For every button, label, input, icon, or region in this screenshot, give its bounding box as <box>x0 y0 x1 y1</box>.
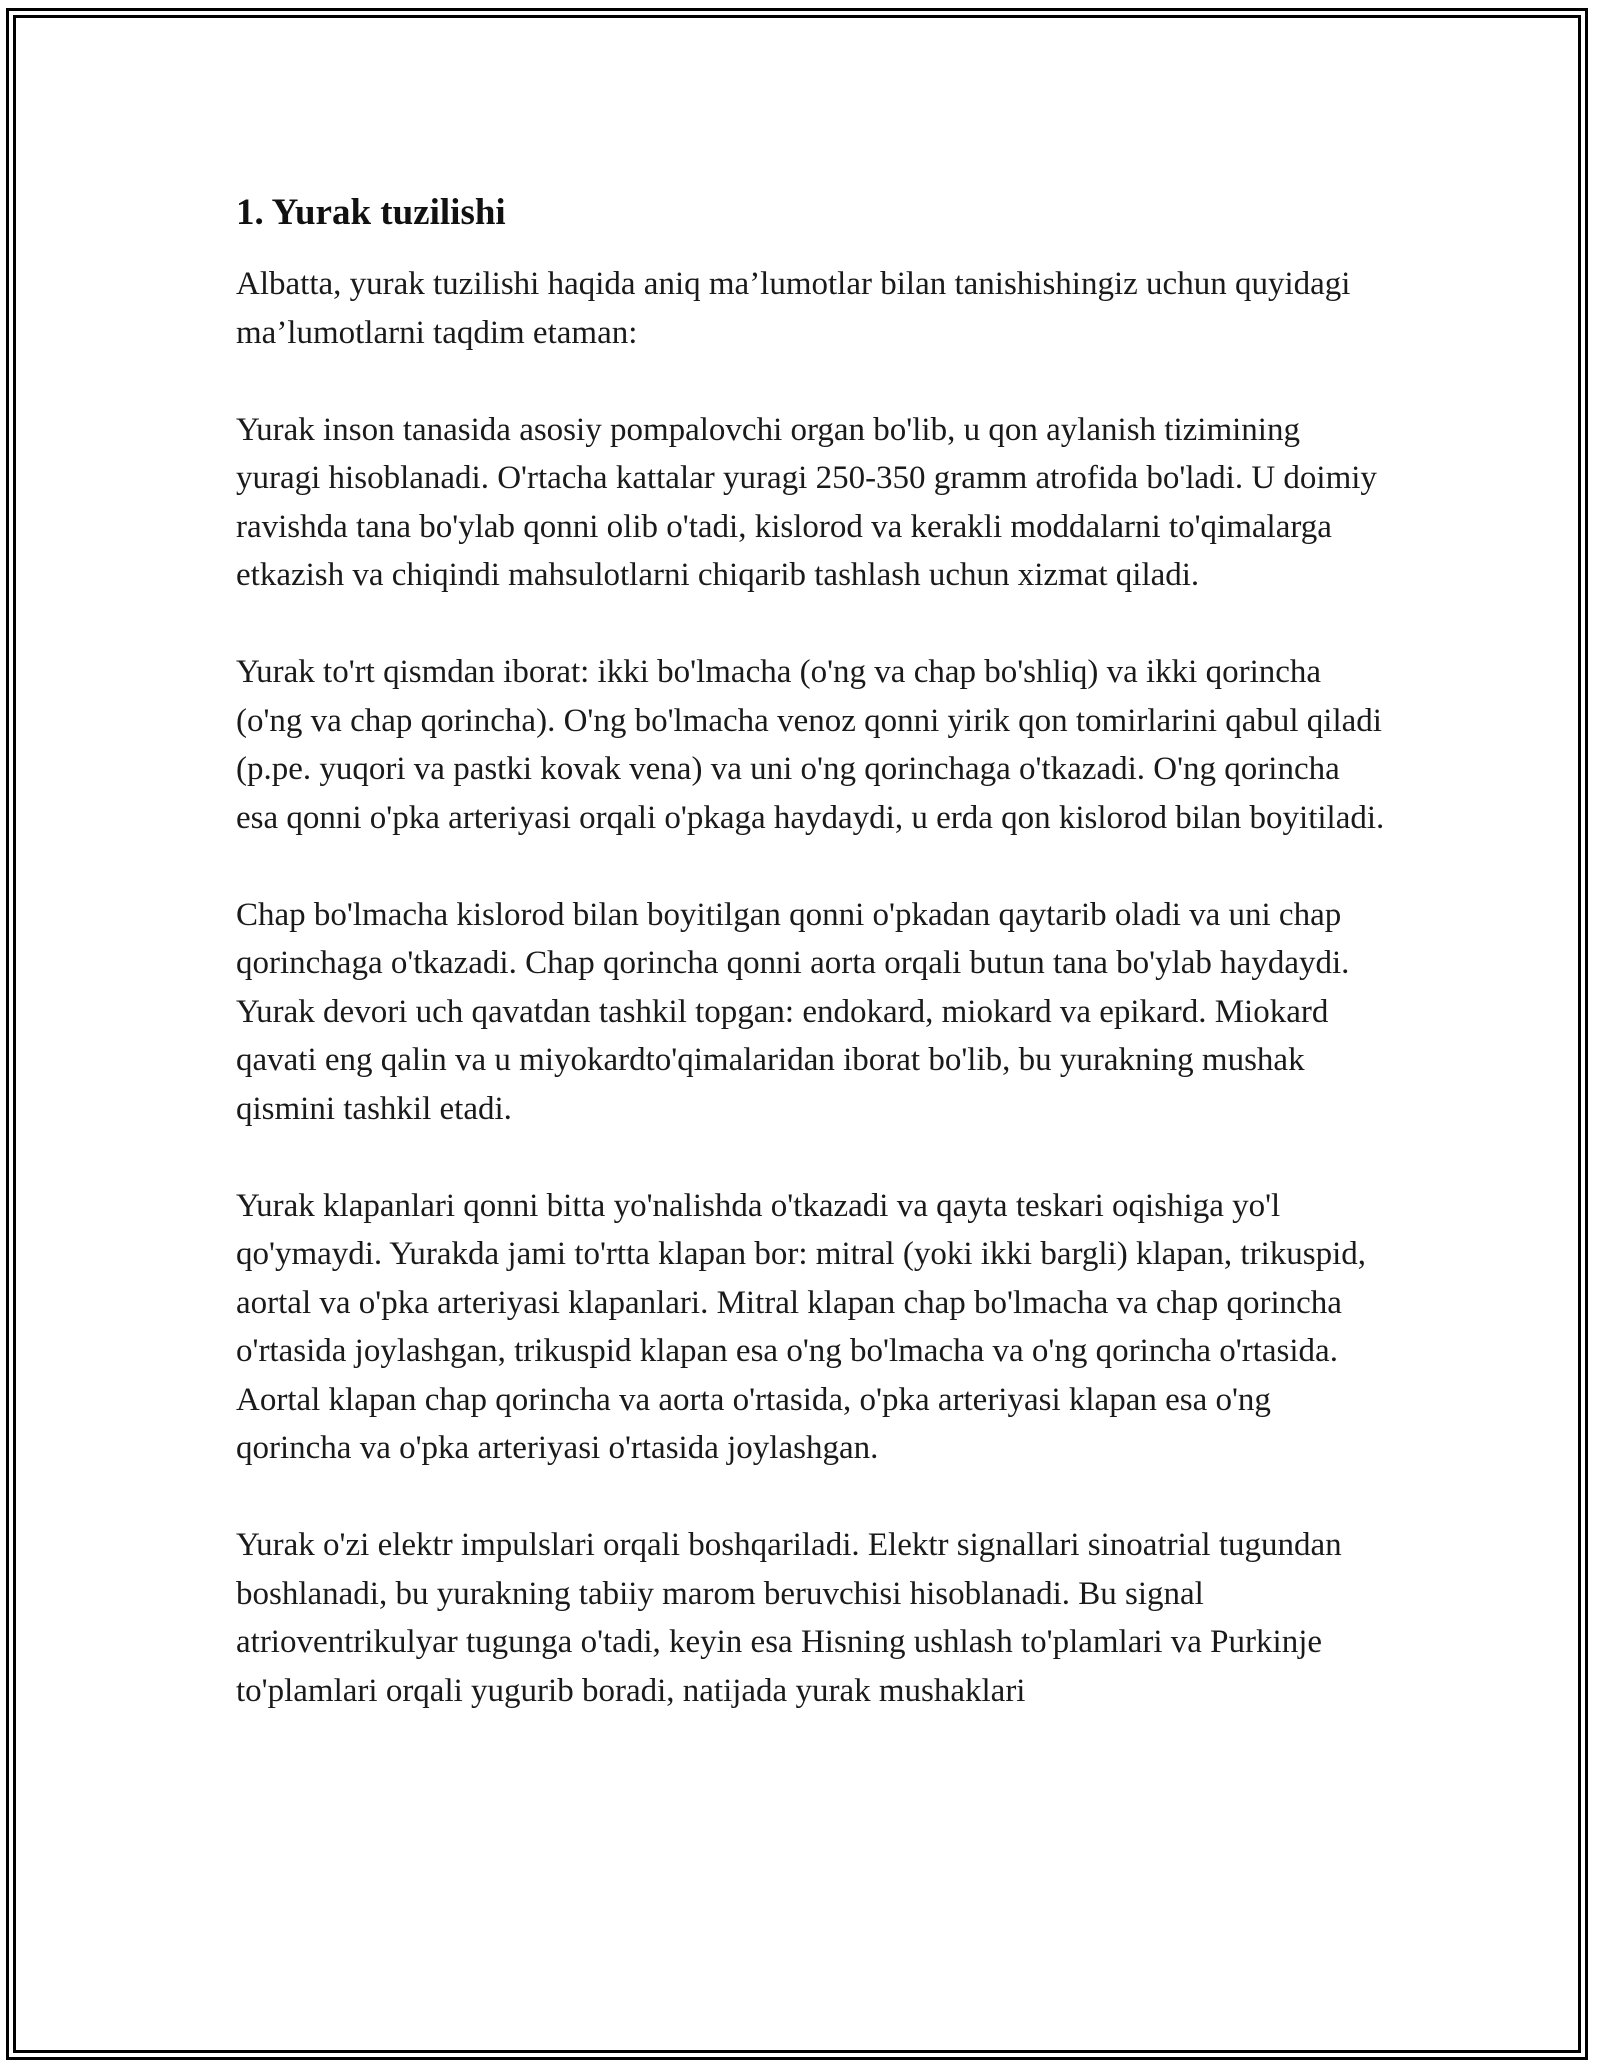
paragraph-electrical-conduction: Yurak o'zi elektr impulslari orqali boshqariladi. Elektr signallari sinoatrial tugundan boshlanadi, bu yurakning tabiiy marom beruvchisi hisoblanadi. Bu signal atrioventrikulyar tugunga o'tadi, keyin esa Hisning ushlash to'plamlari va Purkinje to'plamlari orqali yugurib boradi, natijada yurak mushaklari <box>236 1527 1342 1709</box>
paragraph-heart-valves: Yurak klapanlari qonni bitta yo'nalishda o'tkazadi va qayta teskari oqishiga yo'l qo'ymaydi. Yurakda jami to'rtta klapan bor: mitral (yoki ikki bargli) klapan, trikuspid, aortal va o'pka arteriyasi klapanlari. Mitral klapan chap bo'lmacha va chap qorincha o'rtasida joylashgan, trikuspid klapan esa o'ng bo'lmacha va o'ng qorincha o'rtasida. Aortal klapan chap qorincha va aorta o'rtasida, o'pka arteriyasi klapan esa o'ng qorincha va o'pka arteriyasi o'rtasida joylashgan. <box>236 1187 1366 1466</box>
paragraph-left-chambers-wall: Chap bo'lmacha kislorod bilan boyitilgan qonni o'pkadan qaytarib oladi va uni chap qorinchaga o'tkazadi. Chap qorincha qonni aorta orqali butun tana bo'ylab haydaydi. Yurak devori uch qavatdan tashkil topgan: endokard, miokard va epikard. Miokard qavati eng qalin va u miyokardto'qimalaridan iborat bo'lib, bu yurakning mushak qismini tashkil etadi. <box>236 896 1350 1127</box>
paragraph-heart-chambers: Yurak to'rt qismdan iborat: ikki bo'lmacha (o'ng va chap bo'shliq) va ikki qorincha (o'ng va chap qorincha). O'ng bo'lmacha venoz qonni yirik qon tomirlarini qabul qiladi (p.pe. yuqori va pastki kovak vena) va uni o'ng qorinchaga o'tkazadi. O'ng qorincha esa qonni o'pka arteriyasi orqali o'pkaga haydaydi, u erda qon kislorod bilan boyitiladi. <box>236 654 1385 836</box>
document-body <box>236 186 1386 1764</box>
section-heading: 1. Yurak tuzilishi <box>236 192 506 233</box>
paragraph-intro: Albatta, yurak tuzilishi haqida aniq ma’lumotlar bilan tanishishingiz uchun quyidagi ma’lumotlarni taqdim etaman: <box>236 266 1351 351</box>
paragraph-heart-overview: Yurak inson tanasida asosiy pompalovchi organ bo'lib, u qon aylanish tizimining yuragi hisoblanadi. O'rtacha kattalar yuragi 250-350 gramm atrofida bo'ladi. U doimiy ravishda tana bo'ylab qonni olib o'tadi, kislorod va kerakli moddalarni to'qimalarga etkazish va chiqindi mahsulotlarni chiqarib tashlash uchun xizmat qiladi. <box>236 411 1377 593</box>
